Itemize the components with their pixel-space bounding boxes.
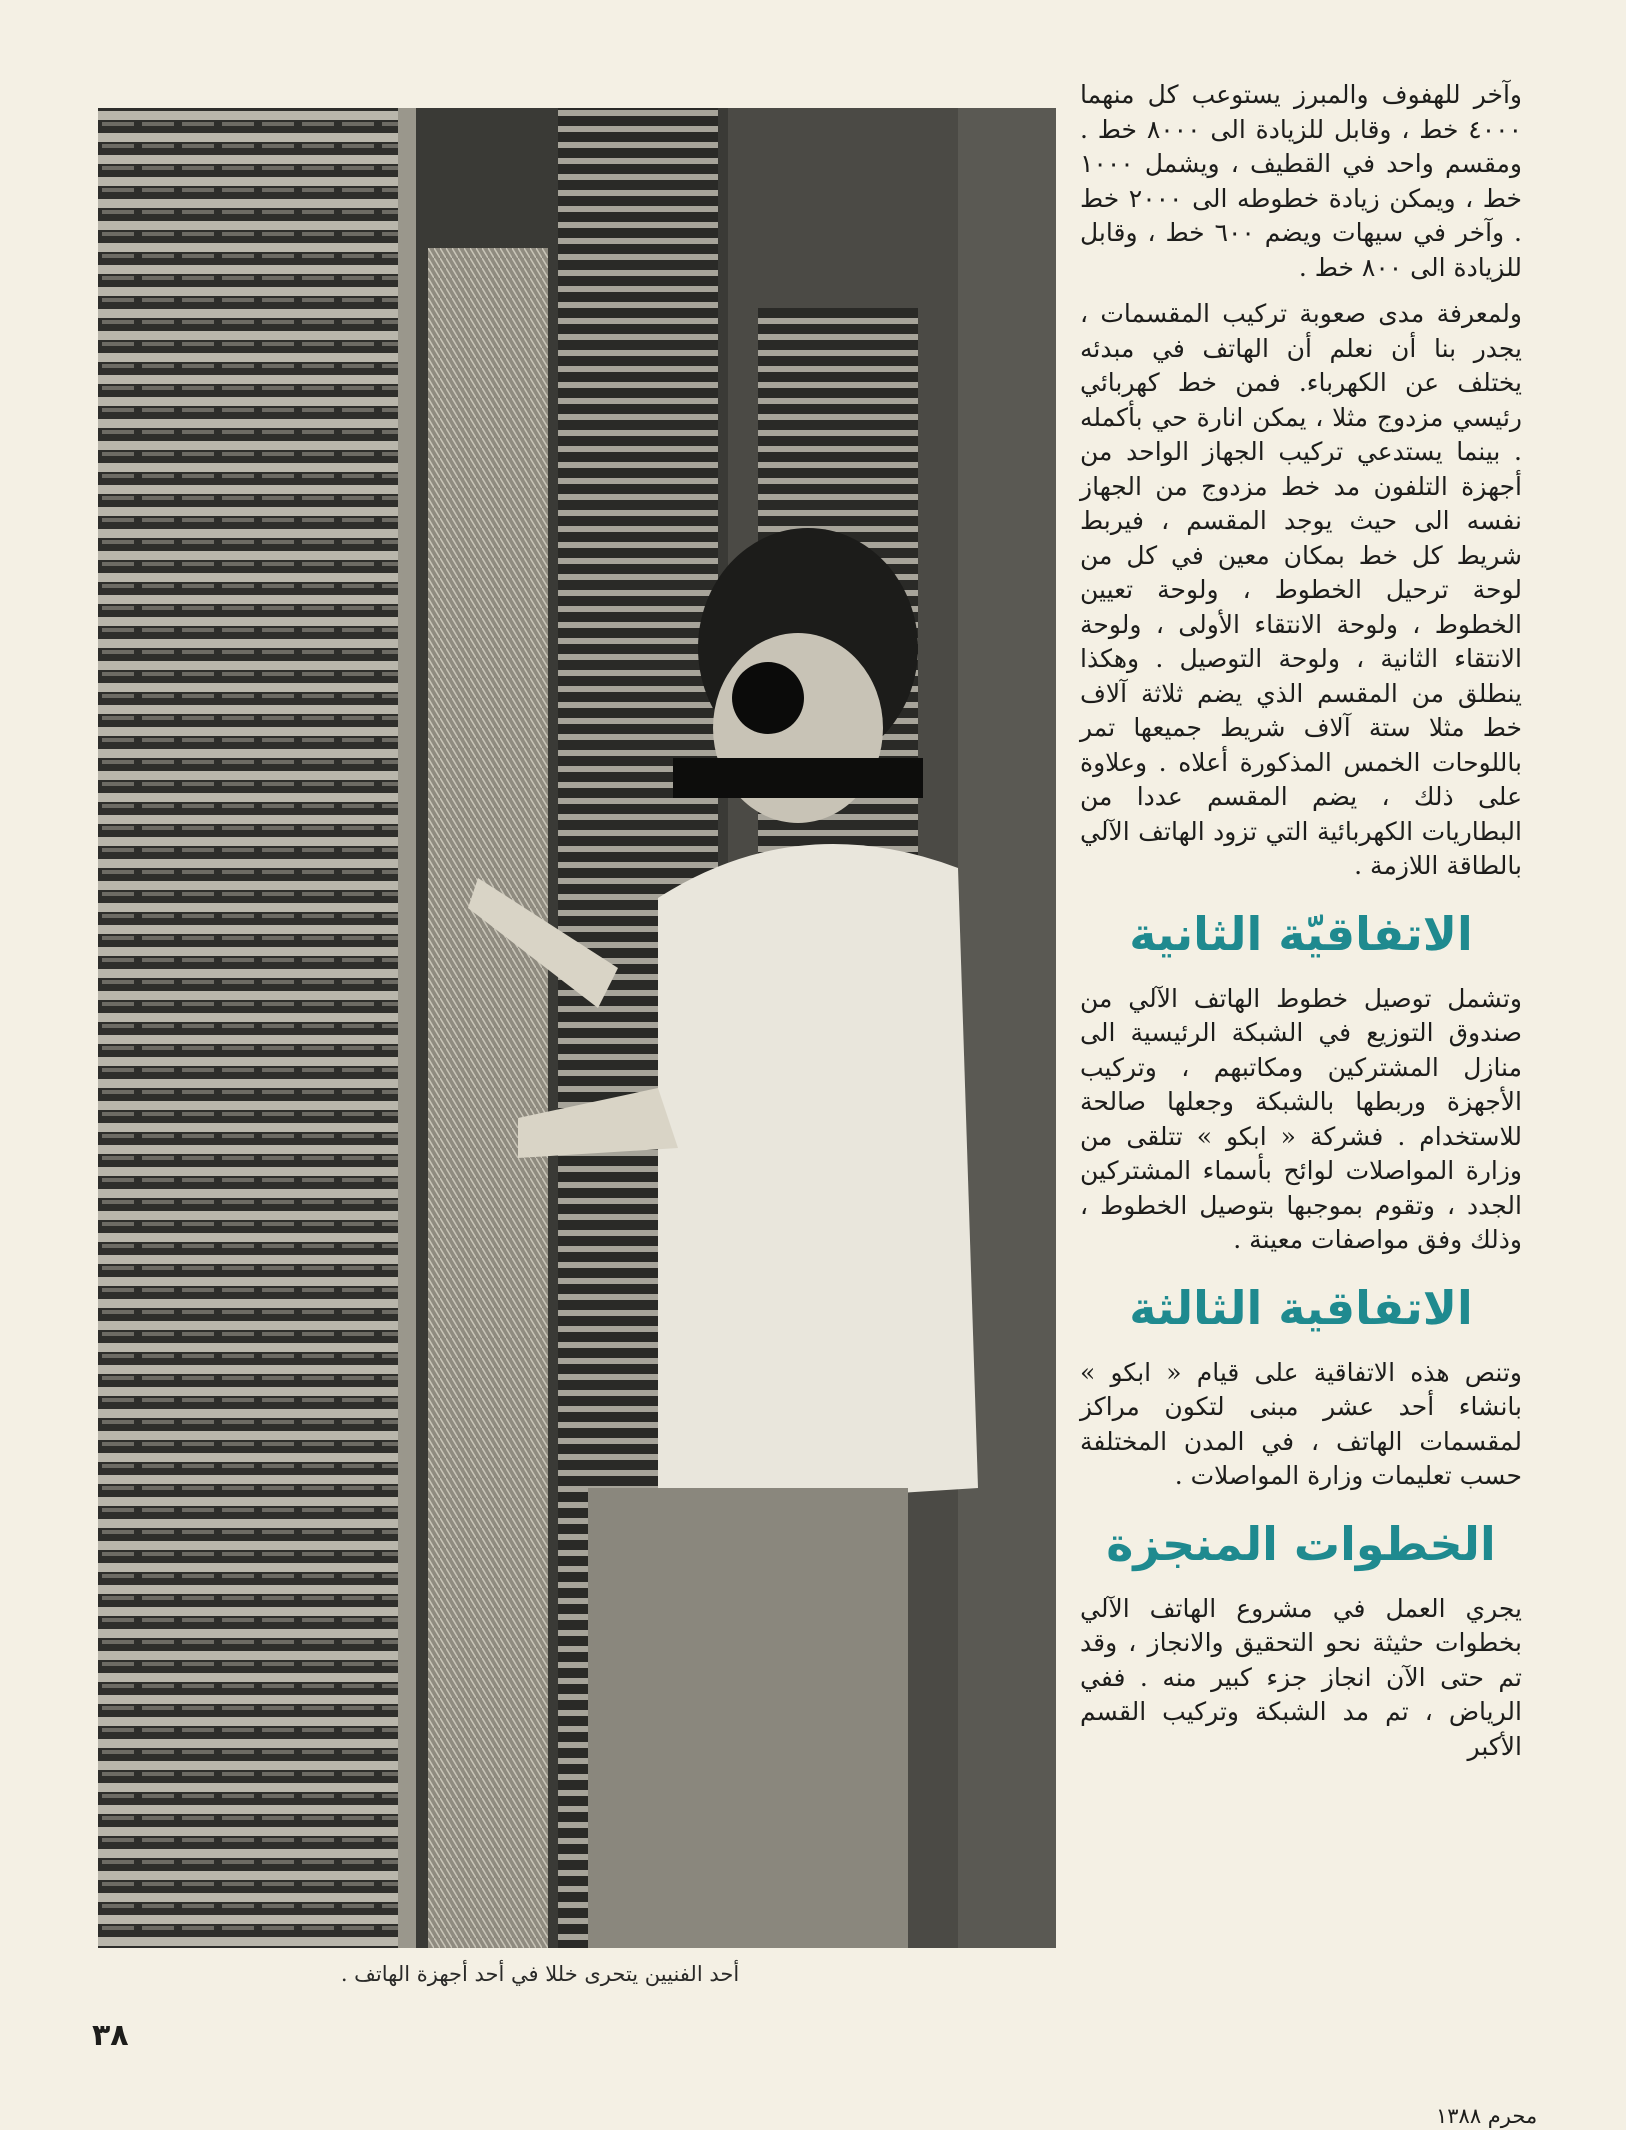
body-paragraph: ولمعرفة مدى صعوبة تركيب المقسمات ، يجدر بنا أن نعلم أن الهاتف في مبدئه يختلف عن الكهرباء. فمن خط كهربائي رئيسي مزدوج مثلا ، يمكن انارة حي بأكمله . بينما يستدعي تركيب الجهاز الواحد من أجهزة التلفون مد خط مزدوج من الجهاز نفسه الى حيث يوجد المقسم ، فيربط شريط كل خط بمكان معين في كل من لوحة ترحيل الخطوط ، ولوحة تعيين الخطوط ، ولوحة الانتقاء الأولى ، ولوحة الانتقاء الثانية ، ولوحة التوصيل . وهكذا ينطلق من المقسم الذي يضم ثلاثة آلاف خط مثلا ستة آلاف شريط جميعها تمر باللوحات الخمس المذكورة أعلاه . وعلاوة على ذلك ، يضم المقسم عددا من البطاريات الكهربائية التي تزود الهاتف الآلي بالطاقة اللازمة . bbox=[1080, 299, 1522, 880]
article-column bbox=[1080, 78, 1522, 1776]
page-number: ٣٨ bbox=[92, 2018, 129, 2053]
section-heading: الاتفاقية الثالثة bbox=[1129, 1280, 1473, 1335]
photo-caption: أحد الفنيين يتحرى خللا في أحد أجهزة الهاتف . bbox=[340, 1962, 740, 1986]
issue-date: محرم ١٣٨٨ bbox=[1436, 2104, 1538, 2128]
body-paragraph: وتشمل توصيل خطوط الهاتف الآلي من صندوق التوزيع في الشبكة الرئيسية الى منازل المشتركين ومكاتبهم ، وتركيب الأجهزة وربطها بالشبكة وجعلها صالحة للاستخدام . فشركة « ابكو » تتلقى من وزارة المواصلات لوائح بأسماء المشتركين الجدد ، وتقوم بموجبها بتوصيل الخطوط ، وذلك وفق مواصفات معينة . bbox=[1080, 983, 1522, 1254]
telephone-exchange-image bbox=[98, 108, 1056, 1948]
section-heading: الخطوات المنجزة bbox=[1106, 1516, 1496, 1571]
body-paragraph: وتنص هذه الاتفاقية على قيام « ابكو » بانشاء أحد عشر مبنى لتكون مراكز لمقسمات الهاتف ، في المدن المختلفة حسب تعليمات وزارة المواصلات . bbox=[1080, 1357, 1522, 1490]
technician-photo bbox=[98, 108, 1056, 1948]
section-heading: الاتفاقيّة الثانية bbox=[1129, 906, 1473, 961]
body-paragraph: وآخر للهفوف والمبرز يستوعب كل منهما ٤٠٠٠ خط ، وقابل للزيادة الى ٨٠٠٠ خط . ومقسم واحد في القطيف ، ويشمل ١٠٠٠ خط ، ويمكن زيادة خطوطه الى ٢٠٠٠ خط . وآخر في سيهات ويضم ٦٠٠ خط ، وقابل للزيادة الى ٨٠٠ خط . bbox=[1080, 80, 1522, 282]
body-paragraph: يجري العمل في مشروع الهاتف الآلي بخطوات حثيثة نحو التحقيق والانجاز ، وقد تم حتى الآن انجاز جزء كبير منه . ففي الرياض ، تم مد الشبكة وتركيب القسم الأكبر bbox=[1080, 1593, 1522, 1761]
